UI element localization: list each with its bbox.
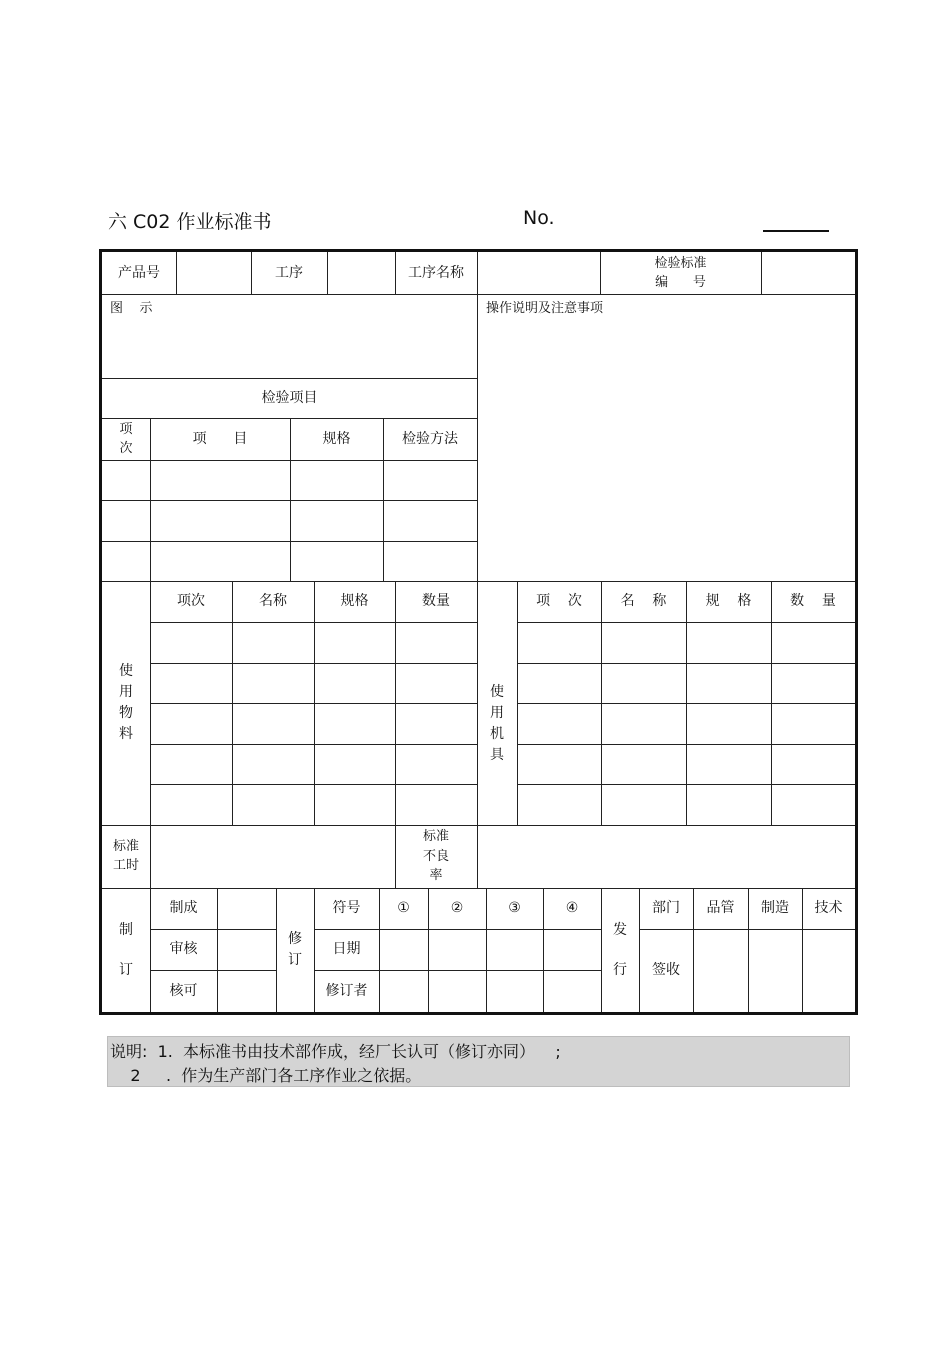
inspection-header-seq: 项 次 (119, 421, 133, 456)
notes-box (107, 1036, 850, 1087)
issue-label-char: 发 (613, 922, 627, 938)
document-number-label: No. (523, 207, 555, 229)
date-label: 日期 (332, 941, 361, 958)
document-title: 六 C02 作业标准书 (108, 211, 272, 233)
document-number-line (763, 230, 829, 232)
grid-line (150, 825, 151, 888)
materials-header-seq: 项次 (177, 593, 205, 610)
note-line-2: 2 . 作为生产部门各工序作业之依据。 (110, 1066, 422, 1085)
diagram-label: 图 示 (110, 301, 153, 316)
issue-label-char: 行 (613, 962, 627, 978)
reviser-label: 修订者 (325, 982, 368, 999)
symbol-2: ② (450, 900, 464, 917)
made-by-label: 制成 (169, 900, 198, 917)
machines-header-spec: 规 格 (705, 593, 752, 610)
note-line-1: 说明: 1. 本标准书由技术部作成，经厂长认可（修订亦同） ; (110, 1042, 561, 1061)
machines-label (477, 622, 517, 825)
make-label-char: 订 (119, 962, 133, 978)
dept-technical: 技术 (814, 900, 843, 917)
materials-label (102, 581, 150, 825)
process-label: 工序 (275, 264, 303, 281)
process-name-label: 工序名称 (408, 264, 464, 281)
instructions-label: 操作说明及注意事项 (486, 301, 604, 316)
inspection-header-spec: 规格 (322, 430, 351, 447)
issue-label (601, 888, 639, 1012)
inspection-header-item: 项 目 (192, 430, 248, 447)
dept-manufacturing: 制造 (761, 900, 789, 917)
standard-form (99, 249, 858, 1015)
materials-header-spec: 规格 (340, 593, 369, 610)
symbol-4: ④ (565, 900, 579, 917)
symbol-label: 符号 (332, 900, 361, 917)
grid-line (761, 252, 762, 294)
grid-line (217, 888, 218, 1012)
machines-header-qty: 数 量 (790, 593, 836, 610)
machines-label-char: 使 (490, 683, 504, 700)
department-label: 部门 (652, 900, 680, 917)
machines-header-name: 名 称 (620, 593, 667, 610)
inspection-header-method: 检验方法 (402, 430, 458, 447)
reviewed-by-label: 审核 (169, 941, 198, 958)
materials-header-qty: 数量 (422, 593, 450, 610)
grid-line (327, 252, 328, 294)
grid-line (102, 825, 855, 826)
materials-label-char: 物 (119, 705, 133, 721)
standard-no-label: 检验标准 编 号 (654, 255, 707, 290)
product-no-label: 产品号 (118, 264, 160, 281)
symbol-3: ③ (508, 900, 521, 917)
grid-line (176, 252, 177, 294)
revise-label-char: 修 (288, 931, 302, 947)
materials-label-char: 料 (119, 726, 133, 742)
materials-header-name: 名称 (259, 593, 287, 610)
standard-time-label: 标准 工时 (112, 838, 139, 873)
revise-label (276, 888, 314, 1012)
machines-label-char: 具 (490, 746, 504, 763)
grid-line (102, 294, 855, 295)
symbol-1: ① (397, 900, 410, 917)
defect-rate-label: 标准 不良 率 (422, 829, 449, 884)
sign-receipt-label: 签收 (652, 962, 680, 979)
inspection-title: 检验项目 (261, 389, 318, 406)
revise-label-char: 订 (288, 952, 302, 968)
materials-label-char: 用 (119, 684, 133, 700)
materials-label-char: 使 (119, 663, 133, 679)
make-label-char: 制 (119, 922, 133, 938)
dept-quality: 品管 (706, 900, 735, 917)
machines-header-seq: 项 次 (536, 593, 582, 610)
approved-by-label: 核可 (169, 982, 198, 999)
make-label (102, 888, 150, 1012)
machines-label-char: 机 (490, 725, 504, 742)
machines-label-char: 用 (490, 704, 504, 721)
